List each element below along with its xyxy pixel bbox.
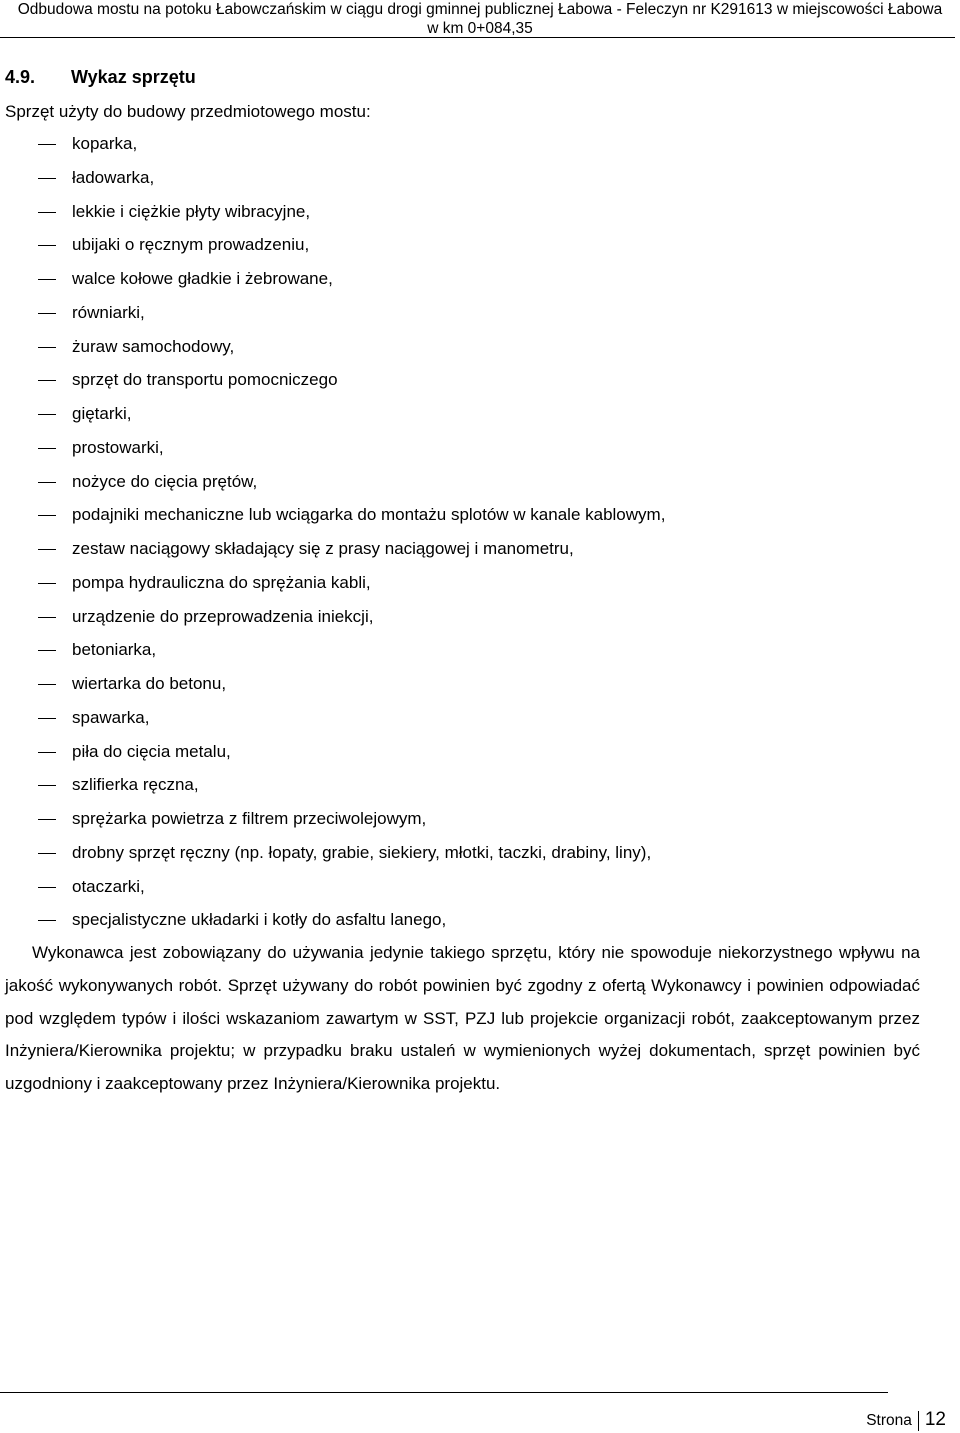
dash-bullet-icon <box>38 819 56 820</box>
list-item-text: sprzęt do transportu pomocniczego <box>72 370 338 390</box>
list-item-text: walce kołowe gładkie i żebrowane, <box>72 269 333 288</box>
header-title-line2: w km 0+084,35 <box>427 20 533 37</box>
list-item-text: giętarki, <box>72 404 132 423</box>
dash-bullet-icon <box>38 414 56 415</box>
list-item-text: wiertarka do betonu, <box>72 674 227 693</box>
list-item-text: podajniki mechaniczne lub wciągarka do montażu splotów w kanale kablowym, <box>72 505 666 525</box>
list-item-text: betoniarka, <box>72 640 157 660</box>
dash-bullet-icon <box>38 482 56 483</box>
list-item-text: nożyce do cięcia prętów, <box>72 471 258 491</box>
header-title-line1: Odbudowa mostu na potoku Łabowczańskim w ciągu drogi gminnej publicznej Łabowa - Feleczyn nr K291613 w miejscowości Łabowa <box>17 1 943 18</box>
list-item-text: urządzenie do przeprowadzenia iniekcji, <box>72 606 374 626</box>
dash-bullet-icon <box>38 178 56 179</box>
dash-bullet-icon <box>38 448 56 449</box>
footer-divider <box>0 1392 888 1393</box>
list-item-text: zestaw naciągowy składający się z prasy naciągowej i manometru, <box>72 539 574 558</box>
dash-bullet-icon <box>38 144 56 145</box>
list-item-text: spawarka, <box>72 707 150 727</box>
dash-bullet-icon <box>38 549 56 550</box>
list-item-text: żuraw samochodowy, <box>72 336 235 356</box>
dash-bullet-icon <box>38 785 56 786</box>
list-item-text: ubijaki o ręcznym prowadzeniu, <box>72 235 310 255</box>
list-item-text: pompa hydrauliczna do sprężania kabli, <box>72 572 371 592</box>
list-item-text: piła do cięcia metalu, <box>72 741 231 761</box>
dash-bullet-icon <box>38 752 56 753</box>
dash-bullet-icon <box>38 380 56 381</box>
section-heading <box>5 66 196 88</box>
dash-bullet-icon <box>38 245 56 246</box>
list-item-text: koparka, <box>72 134 138 153</box>
page-footer <box>866 1408 946 1433</box>
list-item-text: prostowarki, <box>72 437 164 457</box>
dash-bullet-icon <box>38 583 56 584</box>
list-item-text: równiarki, <box>72 302 145 322</box>
footer-separator <box>918 1411 919 1431</box>
footer-page-label: Strona <box>866 1412 912 1429</box>
dash-bullet-icon <box>38 887 56 888</box>
dash-bullet-icon <box>38 617 56 618</box>
list-item-text: drobny sprzęt ręczny (np. łopaty, grabie, siekiery, młotki, taczki, drabiny, liny), <box>72 842 652 862</box>
body-paragraph: Wykonawca jest zobowiązany do używania jedynie takiego sprzętu, który nie spowoduje niekorzystnego wpływu na jakość wykonywanych robót. Sprzęt używany do robót powinien być zgodny z ofertą Wykonawcy i powinien odpowiadać pod względem typów i ilości wskazaniom zawartym w SST, PZJ lub projekcie organizacji robót, zaakceptowanym przez Inżyniera/Kierownika projektu; w przypadku braku ustaleń w wymienionych wyżej dokumentach, sprzęt powinien być uzgodniony i zaakceptowany przez Inżyniera/Kierownika projektu. <box>5 943 920 1094</box>
list-item-text: specjalistyczne układarki i kotły do asfaltu lanego, <box>72 910 447 930</box>
list-item-text: sprężarka powietrza z filtrem przeciwolejowym, <box>72 809 427 828</box>
footer-page-number: 12 <box>924 1409 946 1430</box>
dash-bullet-icon <box>38 212 56 213</box>
dash-bullet-icon <box>38 684 56 685</box>
section-number: 4.9. <box>5 67 36 87</box>
dash-bullet-icon <box>38 920 56 921</box>
dash-bullet-icon <box>38 347 56 348</box>
page-header <box>0 0 960 38</box>
list-item-text: otaczarki, <box>72 876 145 896</box>
dash-bullet-icon <box>38 853 56 854</box>
intro-text: Sprzęt użyty do budowy przedmiotowego mostu: <box>5 102 371 121</box>
list-item-text: szlifierka ręczna, <box>72 775 199 795</box>
list-item-text: lekkie i ciężkie płyty wibracyjne, <box>72 201 311 221</box>
dash-bullet-icon <box>38 313 56 314</box>
dash-bullet-icon <box>38 515 56 516</box>
header-divider <box>0 37 955 38</box>
dash-bullet-icon <box>38 279 56 280</box>
list-item-text: ładowarka, <box>72 167 155 187</box>
dash-bullet-icon <box>38 650 56 651</box>
dash-bullet-icon <box>38 718 56 719</box>
section-title: Wykaz sprzętu <box>71 67 196 87</box>
